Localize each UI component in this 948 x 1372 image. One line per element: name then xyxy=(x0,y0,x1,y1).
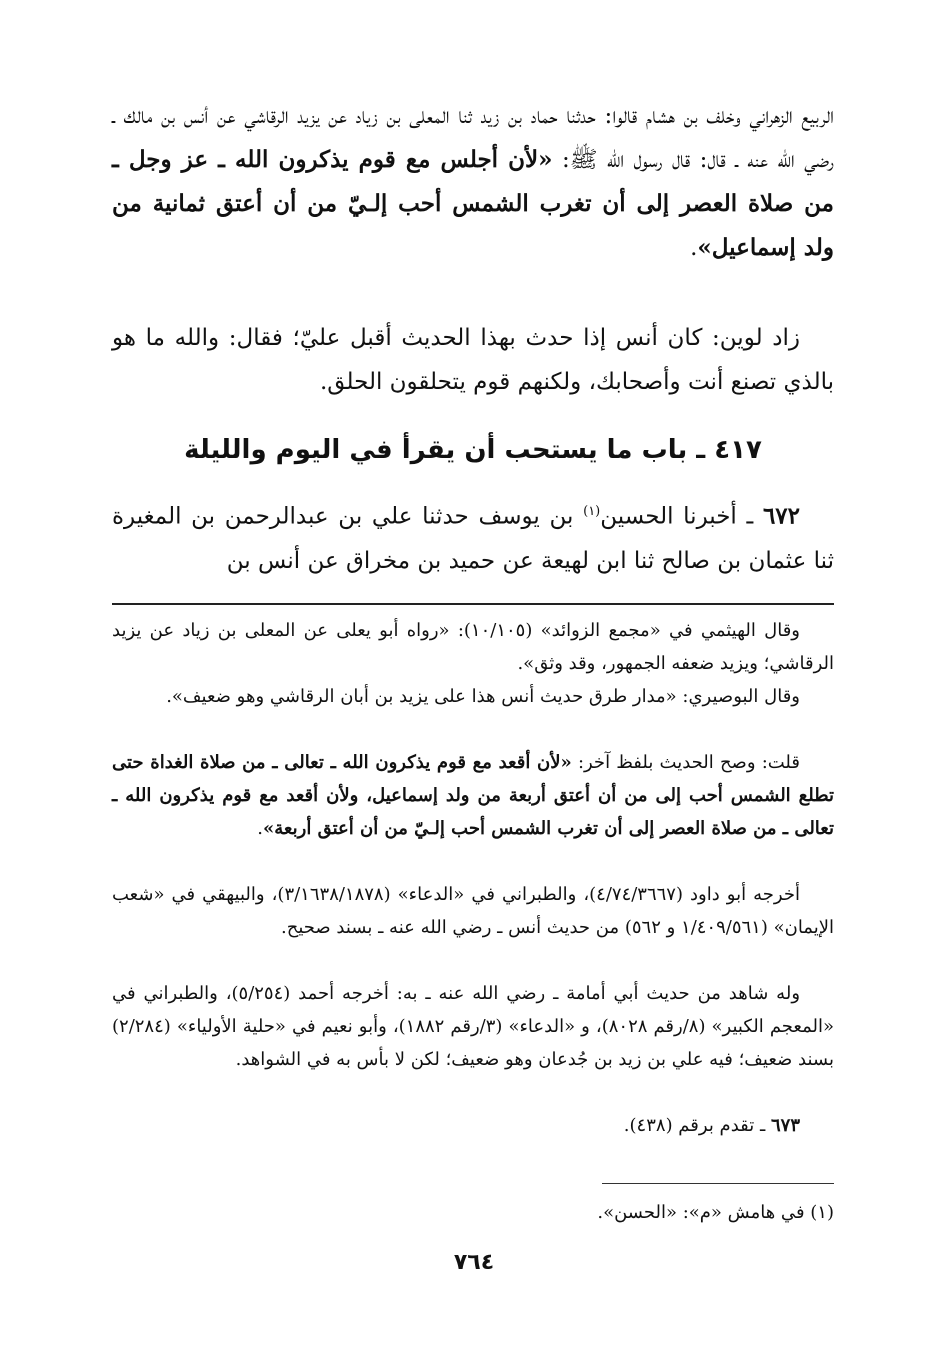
footnote-note-1: (١) في هامش «م»: «الحسن». xyxy=(597,1202,834,1223)
note-separator xyxy=(602,1183,834,1184)
footnote-authentic-version xyxy=(112,746,834,845)
footnote-separator xyxy=(112,603,834,605)
paragraph-end: . xyxy=(690,235,698,261)
footnote-673 xyxy=(112,1109,834,1142)
hadith-number-673: ٦٧٣ xyxy=(770,1115,800,1136)
footnote-intro: قلت: وصح الحديث بلفظ آخر: xyxy=(571,752,800,773)
chapter-heading: ٤١٧ ـ باب ما يستحب أن يقرأ في اليوم والليلة xyxy=(184,435,762,465)
isnad-start: ـ أخبرنا الحسين xyxy=(600,503,763,530)
hadith-number: ٦٧٢ xyxy=(762,502,800,530)
footnote-shahid: وله شاهد من حديث أبي أمامة ـ رضي الله عنه ـ به: أخرجه أحمد (٥/٢٥٤)، والطبراني في «المعجم الكبير» (٨/رقم ٨٠٢٨)، و «الدعاء» (٣/رقم ١٨٨٢)، وأبو نعيم في «حلية الأولياء» (٢/٢٨٤) بسند ضعيف؛ فيه علي بن زيد بن جُدعان وهو ضعيف؛ لكن لا بأس به في الشواهد. xyxy=(112,983,835,1070)
isnad-text: الربيع الزهراني وخلف بن هشام قالوا: حدثنا حماد بن زيد ثنا المعلى بن زياد عن يزيد الرقاشي عن أنس بن مالك ـ رضي الله عنه ـ قال: قال رسول الله ﷺ: xyxy=(112,103,835,173)
paragraph-hadith-672 xyxy=(112,490,834,583)
footnote-end: . xyxy=(257,818,264,839)
paragraph-lowin-addition: زاد لوين: كان أنس إذا حدث بهذا الحديث أقبل عليّ؛ فقال: والله ما هو بالذي تصنع أنت وأصحابك، ولكنهم قوم يتحلقون الحلق. xyxy=(112,325,834,395)
footnote-haythami: وقال الهيثمي في «مجمع الزوائد» (١٠/١٠٥): «رواه أبو يعلى عن المعلى بن زياد عن يزيد الرقاشي؛ ويزيد ضعفه الجمهور، وقد وثق». xyxy=(112,620,834,674)
footnote-ref: (١) xyxy=(583,504,601,519)
isnad-rest: بن يوسف حدثنا علي بن عبدالرحمن بن المغيرة ثنا عثمان بن صالح ثنا ابن لهيعة عن حميد بن مخراق عن أنس بن xyxy=(112,503,834,574)
footnote-673-text: ـ تقدم برقم (٤٣٨). xyxy=(623,1115,771,1136)
footnote-takhrij: أخرجه أبو داود (٤/٧٤/٣٦٦٧)، والطبراني في «الدعاء» (٣/١٦٣٨/١٨٧٨)، والبيهقي في «شعب الإيمان» (١/٤٠٩/٥٦١ و ٥٦٢) من حديث أنس ـ رضي الله عنه ـ بسند صحيح. xyxy=(112,884,834,938)
footnote-busiri: وقال البوصيري: «مدار طرق حديث أنس هذا على يزيد بن أبان الرقاشي وهو ضعيف». xyxy=(166,686,800,707)
page-number: ٧٦٤ xyxy=(453,1250,495,1275)
paragraph-hadith-anas xyxy=(112,94,834,270)
footnote-hadith-quote: «لأن أقعد مع قوم يذكرون الله ـ تعالى ـ من صلاة الغداة حتى تطلع الشمس أحب إلى من أن أعتق أربعة من ولد إسماعيل، ولأن أقعد مع قوم يذكرون الله ـ تعالى ـ من صلاة العصر إلى أن تغرب الشمس أحب إلـيّ من أن أعتق أربعة» xyxy=(112,752,834,839)
hadith-quote: «لأن أجلس مع قوم يذكرون الله ـ عز وجل ـ من صلاة العصر إلى أن تغرب الشمس أحب إلـيّ من أن أعتق ثمانية من ولد إسماعيل» xyxy=(112,146,834,261)
